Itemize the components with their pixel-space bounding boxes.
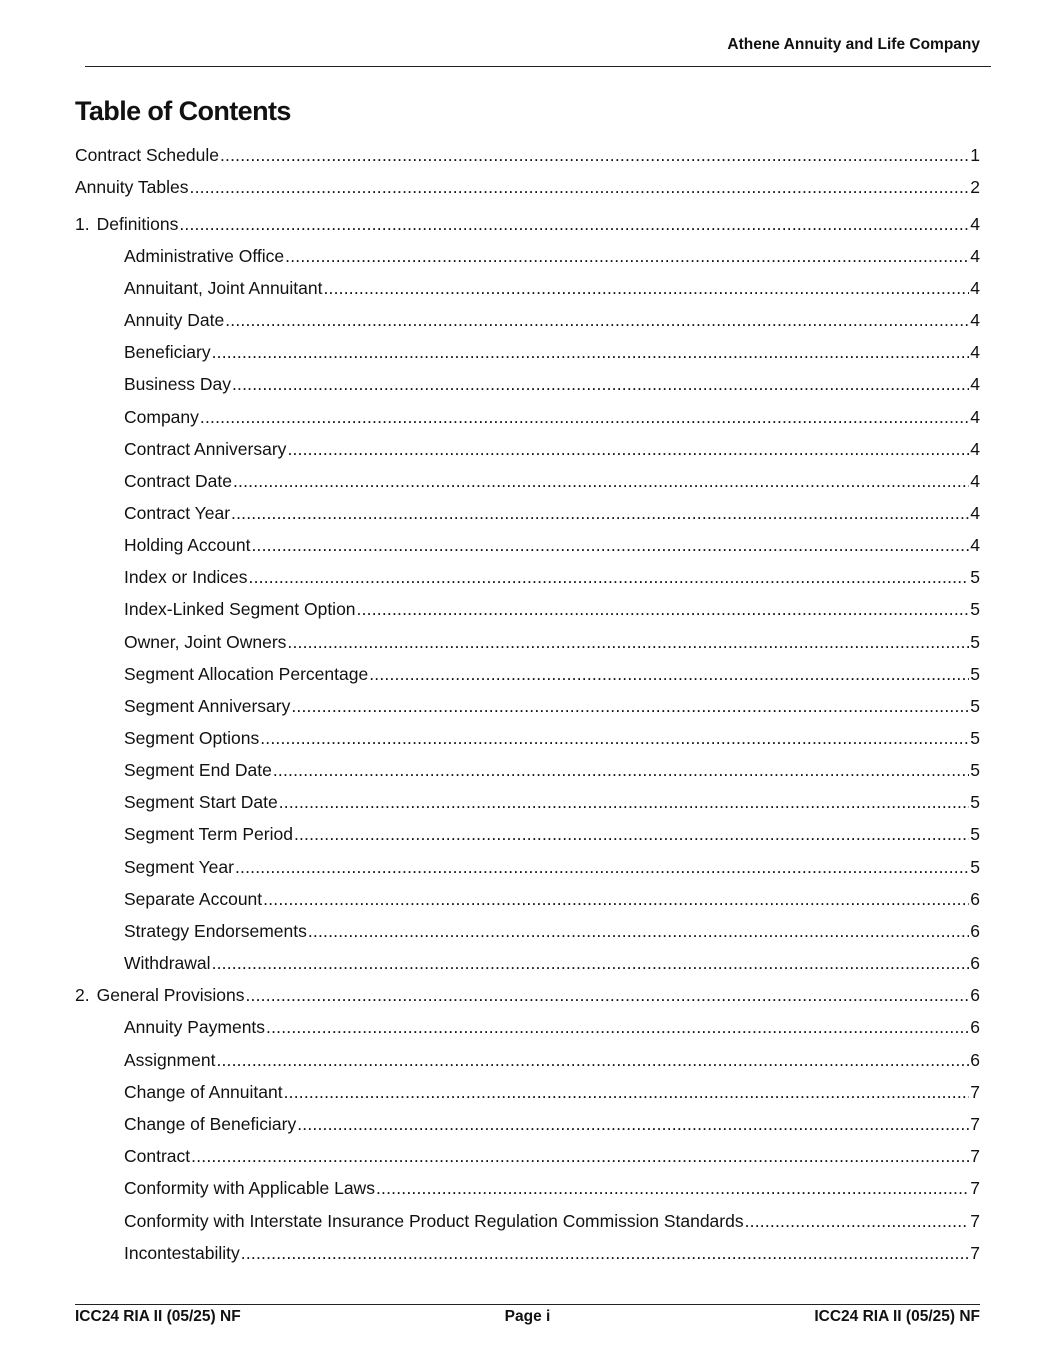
toc-leader-dots xyxy=(284,1081,970,1103)
toc-entry-label: General Provisions xyxy=(96,985,245,1005)
page-header-company: Athene Annuity and Life Company xyxy=(727,36,980,53)
toc-subentry[interactable] xyxy=(124,502,980,524)
toc-leader-dots xyxy=(241,1242,970,1264)
toc-leader-dots xyxy=(357,598,970,620)
toc-leader-dots xyxy=(212,952,970,974)
toc-entry-page: 4 xyxy=(970,310,980,330)
toc-subentry[interactable] xyxy=(124,406,980,428)
toc-entry-label: Annuity Tables xyxy=(75,177,189,197)
toc-subentry[interactable] xyxy=(124,695,980,717)
toc-subentry[interactable] xyxy=(124,245,980,267)
toc-entry-label: Incontestability xyxy=(124,1243,240,1263)
toc-leader-dots xyxy=(190,176,970,198)
toc-entry-label: Holding Account xyxy=(124,535,251,555)
toc-entry-label: Contract Date xyxy=(124,471,232,491)
footer-form-number-left: ICC24 RIA II (05/25) NF xyxy=(75,1308,241,1325)
toc-subentry[interactable] xyxy=(124,791,980,813)
toc-subentry[interactable] xyxy=(124,470,980,492)
toc-entry-page: 5 xyxy=(970,567,980,587)
toc-subentry[interactable] xyxy=(124,598,980,620)
toc-entry-label: Index or Indices xyxy=(124,567,248,587)
toc-entry-label: Strategy Endorsements xyxy=(124,921,307,941)
toc-subentry[interactable] xyxy=(124,727,980,749)
toc-leader-dots xyxy=(212,341,970,363)
toc-entry-label: Segment Options xyxy=(124,728,260,748)
toc-entry-page: 1 xyxy=(970,145,980,165)
toc-entry-page: 7 xyxy=(970,1211,980,1231)
toc-entry-page: 4 xyxy=(970,439,980,459)
toc-subentry[interactable] xyxy=(124,438,980,460)
toc-entry-label: Annuity Payments xyxy=(124,1017,266,1037)
toc-entry-page: 6 xyxy=(970,889,980,909)
toc-subentry[interactable] xyxy=(124,856,980,878)
toc-entry-page: 4 xyxy=(970,246,980,266)
toc-subentry[interactable] xyxy=(124,920,980,942)
toc-leader-dots xyxy=(260,727,969,749)
toc-subentry[interactable] xyxy=(124,566,980,588)
toc-leader-dots xyxy=(291,695,969,717)
toc-subentry[interactable] xyxy=(124,1210,980,1232)
toc-leader-dots xyxy=(216,1049,969,1071)
toc-leader-dots xyxy=(745,1210,970,1232)
toc-leader-dots xyxy=(287,631,969,653)
toc-entry-page: 5 xyxy=(970,696,980,716)
toc-subentry[interactable] xyxy=(124,1145,980,1167)
toc-leader-dots xyxy=(245,984,969,1006)
toc-entry-page: 4 xyxy=(970,374,980,394)
toc-subentry[interactable] xyxy=(124,952,980,974)
page-footer xyxy=(75,1308,980,1328)
toc-entry-label: Annuitant, Joint Annuitant xyxy=(124,278,323,298)
toc-subentry[interactable] xyxy=(124,1016,980,1038)
toc-subentry[interactable] xyxy=(124,1177,980,1199)
toc-entry-page: 7 xyxy=(970,1114,980,1134)
toc-leader-dots xyxy=(232,373,969,395)
toc-entry-label: Change of Beneficiary xyxy=(124,1114,297,1134)
toc-entry-page: 7 xyxy=(970,1146,980,1166)
toc-section-number: 1. xyxy=(75,214,90,234)
toc-leader-dots xyxy=(273,759,969,781)
toc-entry-label: Company xyxy=(124,407,199,427)
toc-entry-label: Contract xyxy=(124,1146,191,1166)
toc-entry-page: 5 xyxy=(970,824,980,844)
toc-entry-page: 5 xyxy=(970,760,980,780)
toc-subentry[interactable] xyxy=(124,309,980,331)
toc-entry-page: 6 xyxy=(970,921,980,941)
page-title: Table of Contents xyxy=(75,96,291,126)
toc-leader-dots xyxy=(235,856,969,878)
toc-leader-dots xyxy=(200,406,969,428)
toc-entry-page: 4 xyxy=(970,471,980,491)
toc-subentry[interactable] xyxy=(124,1113,980,1135)
toc-entry-page: 4 xyxy=(970,407,980,427)
toc-entry-page: 4 xyxy=(970,214,980,234)
toc-leader-dots xyxy=(285,245,969,267)
toc-subentry[interactable] xyxy=(124,341,980,363)
toc-subentry[interactable] xyxy=(124,663,980,685)
toc-entry-page: 5 xyxy=(970,728,980,748)
toc-entry-label: Segment Anniversary xyxy=(124,696,291,716)
toc-leader-dots xyxy=(249,566,970,588)
toc-entry-label: Contract Schedule xyxy=(75,145,219,165)
toc-subentry[interactable] xyxy=(124,1049,980,1071)
toc-entry-page: 5 xyxy=(970,792,980,812)
toc-leader-dots xyxy=(294,823,969,845)
toc-subentry[interactable] xyxy=(124,888,980,910)
toc-leader-dots xyxy=(308,920,969,942)
toc-entry-label: Contract Year xyxy=(124,503,231,523)
toc-subentry[interactable] xyxy=(124,823,980,845)
toc-subentry[interactable] xyxy=(124,1242,980,1264)
toc-section-entry[interactable] xyxy=(75,984,980,1006)
toc-entry-page: 7 xyxy=(970,1243,980,1263)
toc-entry-label: Segment End Date xyxy=(124,760,272,780)
toc-subentry[interactable] xyxy=(124,534,980,556)
toc-subentry[interactable] xyxy=(124,373,980,395)
toc-leader-dots xyxy=(263,888,969,910)
toc-entry-label: Separate Account xyxy=(124,889,263,909)
toc-leader-dots xyxy=(225,309,969,331)
toc-leader-dots xyxy=(279,791,970,813)
toc-entry-label: Change of Annuitant xyxy=(124,1082,283,1102)
toc-entry[interactable] xyxy=(75,144,980,166)
toc-entry-label: Conformity with Applicable Laws xyxy=(124,1178,375,1198)
toc-leader-dots xyxy=(251,534,969,556)
toc-entry-label: Annuity Date xyxy=(124,310,225,330)
toc-leader-dots xyxy=(179,213,969,235)
footer-page-number: Page i xyxy=(504,1308,551,1325)
toc-entry-label: Segment Allocation Percentage xyxy=(124,664,369,684)
toc-entry-label: Contract Anniversary xyxy=(124,439,287,459)
toc-section-entry[interactable] xyxy=(75,213,980,235)
toc-entry-label: Administrative Office xyxy=(124,246,285,266)
header-divider xyxy=(85,66,991,67)
toc-entry-page: 5 xyxy=(970,599,980,619)
toc-leader-dots xyxy=(266,1016,969,1038)
toc-entry-page: 6 xyxy=(970,1050,980,1070)
toc-entry-page: 5 xyxy=(970,632,980,652)
toc-entry-label: Segment Year xyxy=(124,857,234,877)
toc-section-number: 2. xyxy=(75,985,90,1005)
toc-subentry[interactable] xyxy=(124,1081,980,1103)
toc-subentry[interactable] xyxy=(124,631,980,653)
toc-leader-dots xyxy=(297,1113,969,1135)
toc-entry-label: Withdrawal xyxy=(124,953,211,973)
toc-leader-dots xyxy=(323,277,969,299)
toc-leader-dots xyxy=(287,438,969,460)
toc-leader-dots xyxy=(191,1145,969,1167)
footer-divider xyxy=(75,1304,980,1305)
toc-entry-page: 4 xyxy=(970,503,980,523)
toc-entry-label: Index-Linked Segment Option xyxy=(124,599,356,619)
toc-subentry[interactable] xyxy=(124,759,980,781)
toc-entry-label: Owner, Joint Owners xyxy=(124,632,287,652)
toc-entry-label: Segment Term Period xyxy=(124,824,293,844)
toc-entry-label: Business Day xyxy=(124,374,231,394)
toc-entry-page: 5 xyxy=(970,857,980,877)
toc-entry-label: Assignment xyxy=(124,1050,216,1070)
toc-entry-page: 7 xyxy=(970,1178,980,1198)
toc-entry-label: Beneficiary xyxy=(124,342,211,362)
toc-entry-page: 4 xyxy=(970,342,980,362)
toc-entry-page: 7 xyxy=(970,1082,980,1102)
toc-leader-dots xyxy=(220,144,969,166)
toc-entry-page: 4 xyxy=(970,535,980,555)
toc-leader-dots xyxy=(369,663,969,685)
toc-entry-page: 6 xyxy=(970,1017,980,1037)
toc-leader-dots xyxy=(376,1177,969,1199)
toc-leader-dots xyxy=(231,502,969,524)
toc-entry-page: 5 xyxy=(970,664,980,684)
toc-entry-page: 6 xyxy=(970,985,980,1005)
toc-subentry[interactable] xyxy=(124,277,980,299)
toc-entry-label: Segment Start Date xyxy=(124,792,278,812)
toc-entry-page: 2 xyxy=(970,177,980,197)
toc-leader-dots xyxy=(233,470,969,492)
toc-entry[interactable] xyxy=(75,176,980,198)
footer-form-number-right: ICC24 RIA II (05/25) NF xyxy=(814,1308,980,1325)
toc-entry-page: 4 xyxy=(970,278,980,298)
toc-entry-label: Conformity with Interstate Insurance Product Regulation Commission Standards xyxy=(124,1211,744,1231)
toc-entry-page: 6 xyxy=(970,953,980,973)
toc-entry-label: Definitions xyxy=(96,214,179,234)
